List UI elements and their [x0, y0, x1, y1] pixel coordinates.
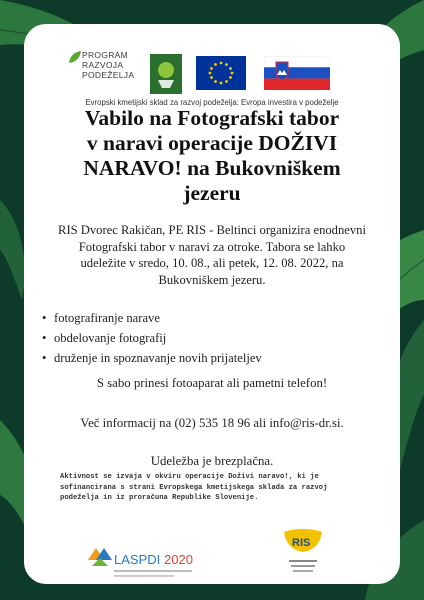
program-razvoja-podezelja-logo: [68, 50, 135, 94]
page-title: [54, 106, 370, 206]
intro-line: Bukovniškem jezeru.: [158, 272, 266, 287]
title-line: jezeru: [183, 181, 241, 205]
list-item: • obdelovanje fotografij: [42, 328, 362, 348]
contact-info: Več informacij na (02) 535 18 96 ali info@ris-dr.si.: [80, 416, 344, 430]
cofinancing-note: [60, 472, 366, 504]
ris-logo: [280, 528, 326, 576]
funding-caption: Evropski kmetijski sklad za razvoj podeželja: Evropa investira v podeželje: [85, 98, 339, 107]
note-line: Aktivnost se izvaja v okviru operacije Doživi naravo!, ki je: [60, 473, 319, 481]
leader-logo: [150, 54, 182, 94]
invitation-card: [24, 24, 400, 584]
title-line: NARAVO! na Bukovniškem: [83, 156, 341, 180]
slovenia-flag-icon: [264, 56, 330, 90]
list-item: • druženje in spoznavanje novih prijateljev: [42, 348, 362, 368]
title-line: v naravi operacije DOŽIVI: [86, 131, 338, 155]
laspdi-year: 2020: [164, 552, 193, 567]
intro-paragraph: [44, 222, 380, 288]
list-item: • fotografiranje narave: [42, 308, 362, 328]
program-line: PODEŽELJA: [82, 70, 135, 80]
bring-camera-text: S sabo prinesi fotoaparat ali pametni telefon!: [96, 376, 328, 390]
laspdi-logo: [76, 530, 206, 584]
note-line: podeželja in iz proračuna Republike Slovenije.: [60, 494, 259, 502]
eu-flag-icon: [196, 56, 246, 90]
ris-logo-text: RIS: [292, 537, 311, 549]
activity-list: [42, 308, 362, 368]
logo-strip: [24, 36, 400, 106]
intro-line: RIS Dvorec Rakičan, PE RIS - Beltinci organizira enodnevni: [58, 223, 366, 237]
free-participation-text: Udeležba je brezplačna.: [150, 454, 274, 468]
program-line: PROGRAM: [82, 50, 129, 60]
intro-line: udeležite v sredo, 10. 08., ali petek, 12. 08. 2022, na: [80, 256, 344, 270]
intro-line: Fotografski tabor v naravi za otroke. Tabora se lahko: [78, 239, 346, 254]
laspdi-name: LASPDI: [114, 552, 161, 567]
note-line: sofinancirana s strani Evropskega kmetijskega sklada za razvoj: [60, 483, 328, 492]
title-line: Vabilo na Fotografski tabor: [84, 106, 340, 130]
program-line: RAZVOJA: [82, 60, 124, 70]
leaf-icon: [68, 50, 82, 64]
